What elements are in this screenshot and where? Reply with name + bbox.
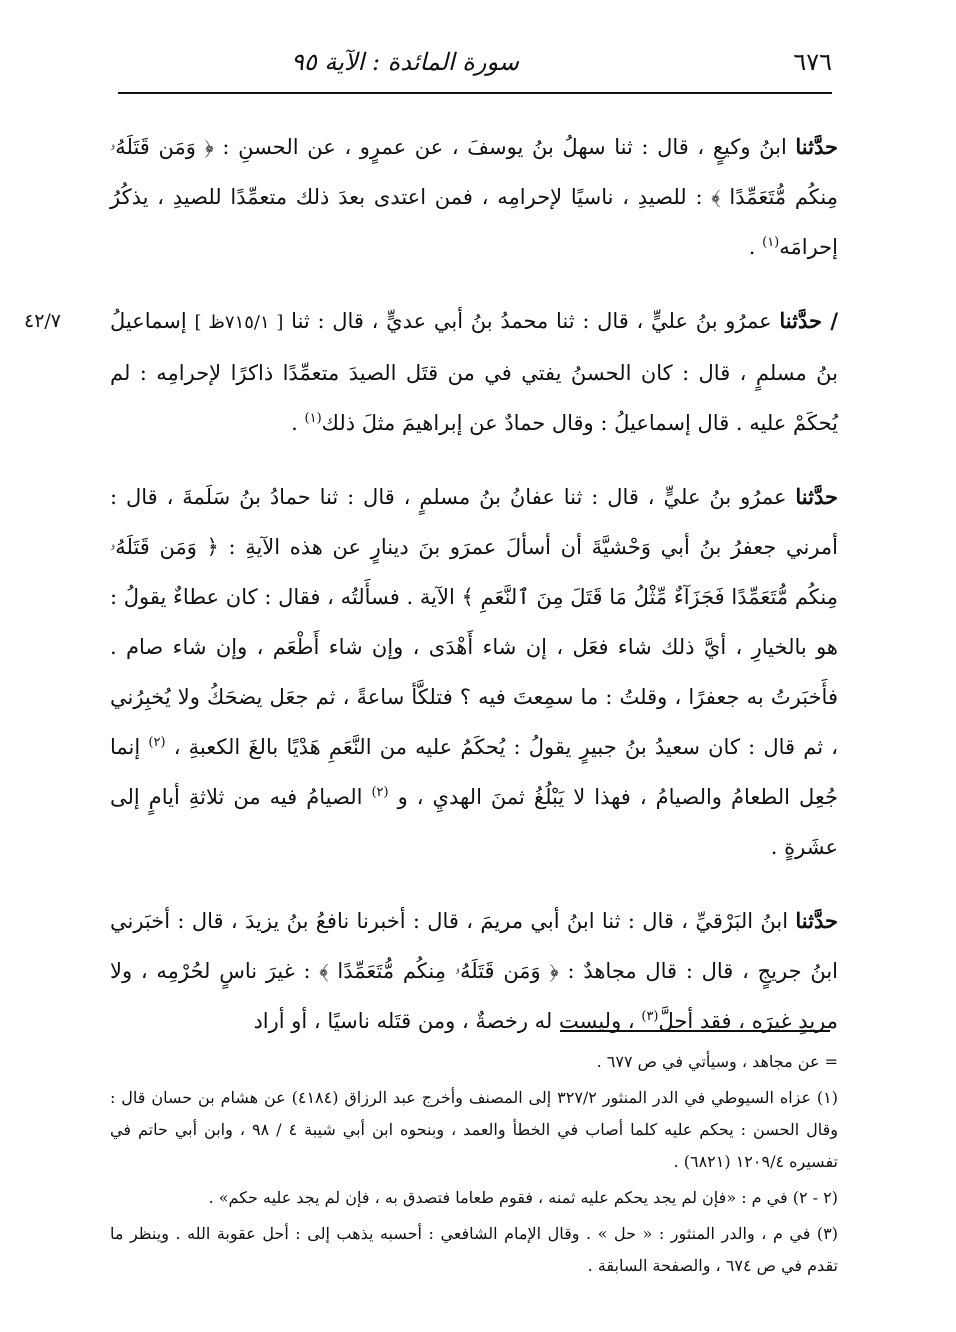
paragraph-tail: . xyxy=(291,411,305,435)
footnote: (٢ - ٢) في م : «فإن لم يجد يحكم عليه ثمنه ، فقوم طعاما فتصدق به ، فإن لم يجد عليه حكم» . xyxy=(208,1188,838,1207)
manuscript-tag: [ ٧١٥/١ظ ] xyxy=(194,312,284,333)
paragraph-text-continued: إنما جُعِل الطعامُ والصيامُ ، فهذا لا يَبْلُغُ ثمنَ الهديِ ، و xyxy=(110,735,838,809)
footnote-ref: (١) xyxy=(304,411,322,426)
paragraph-lead: حدَّثنا xyxy=(795,484,838,509)
footnote-rule xyxy=(560,1030,830,1032)
footnote-ref: (٢) xyxy=(371,785,389,800)
paragraph-lead: / حدَّثنا xyxy=(779,308,838,333)
paragraph-3 xyxy=(110,472,838,872)
footnote-ref: (٣) xyxy=(641,1009,659,1024)
header-rule xyxy=(118,92,832,94)
paragraph-text: ابنُ البَرْقيِّ ، قال : ثنا ابنُ أبي مريمَ ، قال : أخبرنا نافعُ بنُ يزيدَ ، قال : أخبَرني ابنُ جريجٍ ، قال : قال مجاهدٌ : ﴿ وَمَن قَتَلَهُۥ مِنكُم مُّتَعَمِّدًا ﴾ : غيرَ ناسٍ لحُرْمِه ، ولا مريدٍ غيرَه ، فقد أحلَّ xyxy=(110,909,838,1033)
paragraph-text: ابنُ وكيعٍ ، قال : ثنا سهلُ بنُ يوسفَ ، عن عمرٍو ، عن الحسنِ : ﴿ وَمَن قَتَلَهُۥ مِنكُم مُّتَعَمِّدًا ﴾ : للصيدِ ، ناسيًا لإحرامِه ، فمن اعتدى بعدَ ذلك متعمِّدًا للصيدِ ، يذكُرُ إحرامَه xyxy=(110,135,838,259)
paragraph-1 xyxy=(110,122,838,272)
running-title: سورة المائدة : الآية ٩٥ xyxy=(291,48,519,76)
paragraph-text-continued: إسماعيلُ بنُ مسلمٍ ، قال : كان الحسنُ يفتي في من قتَل الصيدَ متعمِّدًا ذاكرًا لإحرامِه : لم يُحكَمْ عليه . قال إسماعيلُ : وقال حمادٌ عن إبراهيمَ مثلَ ذلك xyxy=(110,309,838,435)
footnote-ref: (٢) xyxy=(148,735,166,750)
paragraph-tail: . xyxy=(748,235,763,259)
footnote-ref: (١) xyxy=(762,235,780,250)
footnote: (١) عزاه السيوطي في الدر المنثور ٣٢٧/٢ إلى المصنف وأخرج عبد الرزاق (٤١٨٤) عن هشام بن حسان قال : وقال الحسن : يحكم عليه كلما أصاب في الخطأ والعمد ، وبنحوه ابن أبي شيبة ٤ / ٩٨ ، وابن أبي حاتم في تفسيره ١٢٠٩/٤ (٦٨٢١) . xyxy=(110,1088,839,1171)
margin-reference: ٤٢/٧ xyxy=(24,310,62,332)
footnote: (٣) في م ، والدر المنثور : « حل » . وقال الإمام الشافعي : أحسبه يذهب إلى : أحل عقوبة الله . وينظر ما تقدم في ص ٦٧٤ ، والصفحة السابقة . xyxy=(110,1224,838,1275)
paragraph-4 xyxy=(110,896,838,1046)
paragraph-lead: حدَّثنا xyxy=(795,134,838,159)
paragraph-text-end: الصيامُ فيه من ثلاثةِ أيامٍ إلى عشَرةٍ . xyxy=(110,785,838,859)
page-number: ٦٧٦ xyxy=(793,48,832,76)
paragraph-text: عمرُو بنُ عليٍّ ، قال : ثنا محمدُ بنُ أبي عديٍّ ، قال : ثنا xyxy=(283,309,780,333)
footnotes xyxy=(110,1046,838,1286)
footnote: = عن مجاهد ، وسيأتي في ص ٦٧٧ . xyxy=(596,1052,838,1071)
page-header xyxy=(118,44,832,84)
main-text xyxy=(24,122,838,1070)
paragraph-text: عمرُو بنُ عليٍّ ، قال : ثنا عفانُ بنُ مسلمٍ ، قال : ثنا حمادُ بنُ سَلَمةَ ، قال : أمرني جعفرُ بنُ أبي وَحْشيَّةَ أن أسألَ عمرَو بنَ دينارٍ عن هذه الآيةِ : ﴿ وَمَن قَتَلَهُۥ مِنكُم مُّتَعَمِّدًا فَجَزَآءٌ مِّثْلُ مَا قَتَلَ مِنَ ٱلنَّعَمِ ﴾ الآية . فسأَلتُه ، فقال : كان عطاءٌ يقولُ : هو بالخيارِ ، أيَّ ذلك شاء فعَل ، إن شاء أَهْدَى ، وإن شاء أَطْعَم ، وإن شاء صام . فأَخبَرتُ به جعفرًا ، وقلتُ : ما سمِعتَ فيه ؟ فتلكَّأ ساعةً ، ثم جعَل يضحَكُ ولا يُخبِرُني ، ثم قال : كان سعيدُ بنُ جبيرٍ يقولُ : يُحكَمُ عليه من النَّعَمِ هَدْيًا بالغَ الكعبةِ ، xyxy=(110,485,838,759)
paragraph-lead: حدَّثنا xyxy=(795,908,838,933)
paragraph-tail: ، وليست له رخصةٌ ، ومن قتَله ناسيًا ، أو أراد xyxy=(253,1009,642,1033)
paragraph-2 xyxy=(24,296,838,448)
